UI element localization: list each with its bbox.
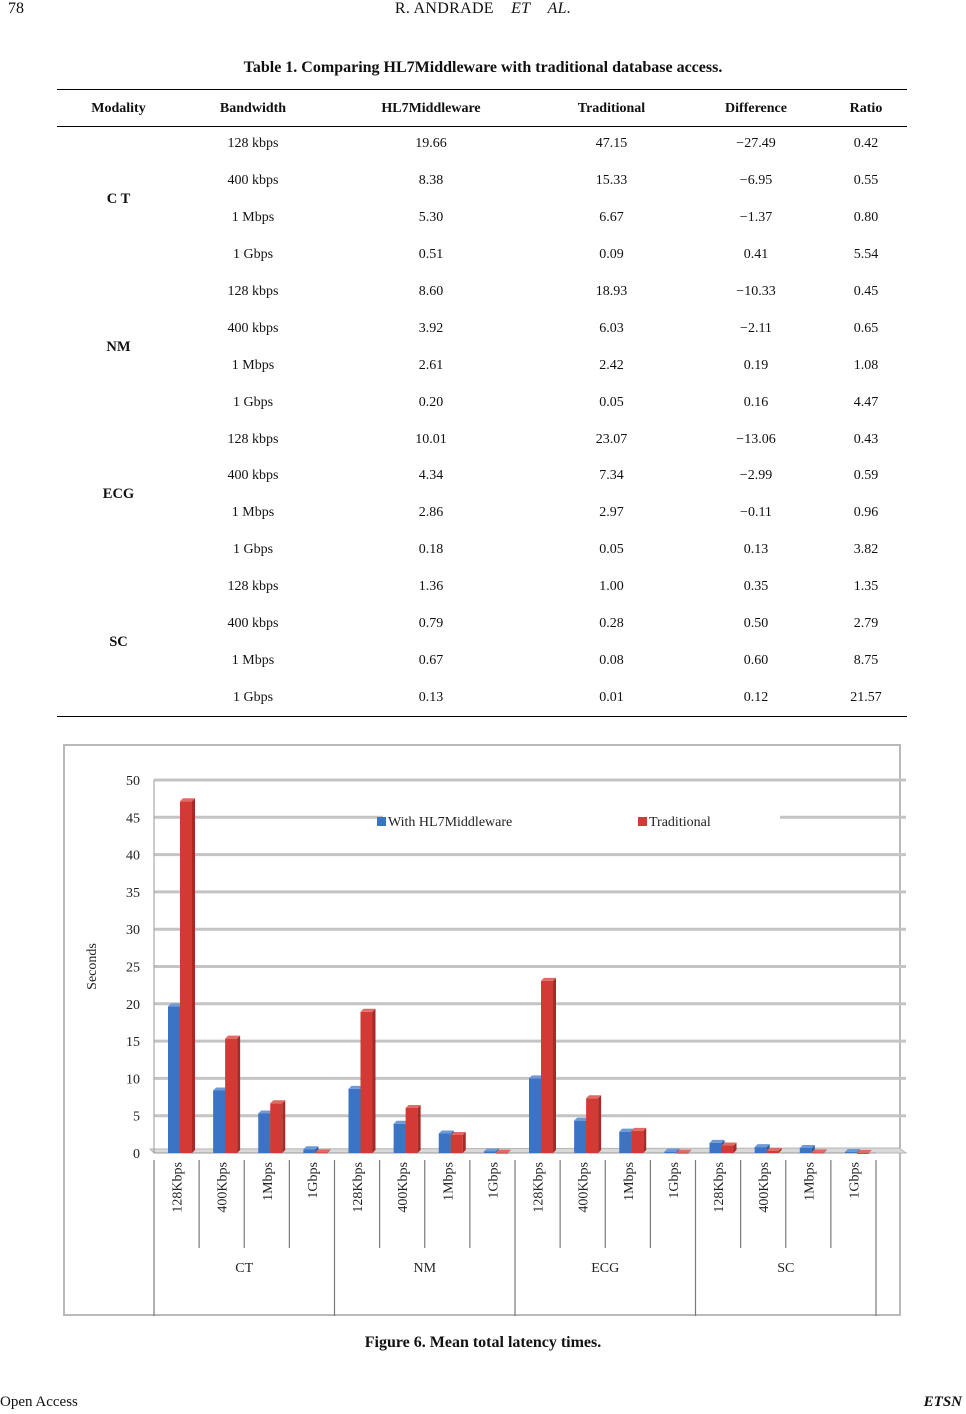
y-tick-label: 15 [126,1035,140,1051]
figure-caption: Figure 6. Mean total latency times. [364,1334,602,1351]
traditional-cell: 0.08 [599,652,624,668]
hl7-cell: 2.86 [418,505,444,521]
header-authors: R. ANDRADE [394,0,494,17]
hl7-cell: 10.01 [415,431,447,447]
difference-cell: −1.37 [739,210,773,226]
difference-cell: −10.33 [736,284,776,299]
bar-traditional [722,1146,734,1153]
hl7-cell: 1.36 [418,579,444,595]
page-number: 78 [8,0,24,17]
bar-hl7 [664,1152,676,1153]
group-label: ECG [591,1261,620,1276]
difference-cell: 0.50 [743,616,769,632]
col-header-modality: Modality [91,100,146,116]
y-tick-label: 25 [126,960,140,976]
difference-cell: 0.41 [743,247,769,263]
bar-traditional [451,1135,463,1153]
ratio-cell: 8.75 [853,652,879,668]
hl7-cell: 4.34 [418,468,444,484]
bar-side [463,1132,466,1153]
hl7-cell: 0.51 [418,247,444,263]
x-tick-label: 128Kbps [712,1162,728,1213]
legend-swatch [638,817,647,826]
bandwidth-cell: 128 kbps [227,284,279,299]
y-tick-label: 20 [126,997,140,1013]
bar-traditional [767,1151,779,1153]
bandwidth-cell: 1 Gbps [232,394,274,410]
x-tick-label: 400Kbps [396,1162,412,1213]
col-header-bandwidth: Bandwidth [219,100,287,116]
x-tick-label: 400Kbps [215,1162,231,1213]
bar-traditional [812,1152,824,1153]
hl7-cell: 0.67 [418,652,444,668]
bar-side [237,1036,240,1153]
bar-traditional [586,1098,598,1153]
bandwidth-cell: 128 kbps [227,579,279,595]
bar-hl7 [439,1134,451,1153]
y-tick-label: 45 [126,811,140,827]
x-tick-label: 400Kbps [576,1162,592,1213]
traditional-cell: 6.67 [599,210,624,226]
x-tick-label: 1Mbps [621,1162,637,1201]
col-header-difference: Difference [725,100,787,116]
traditional-cell: 6.03 [599,320,624,336]
difference-cell: −0.11 [740,505,772,521]
difference-cell: −13.06 [736,431,776,447]
bar-hl7 [755,1147,767,1153]
traditional-cell: 47.15 [595,136,628,152]
traditional-cell: 2.42 [599,357,624,373]
bandwidth-cell: 1 Mbps [231,357,275,373]
y-tick-label: 30 [126,923,140,939]
group-label: CT [235,1261,254,1276]
difference-cell: 0.60 [743,652,769,668]
bar-hl7 [484,1152,496,1153]
traditional-cell: 1.00 [599,579,624,595]
bar-hl7 [800,1148,812,1153]
hl7-cell: 0.18 [418,542,444,558]
bar-hl7 [168,1006,180,1153]
bar-side [282,1100,285,1153]
bandwidth-cell: 1 Mbps [231,210,275,226]
bar-hl7 [529,1078,541,1153]
ratio-cell: 5.54 [853,247,879,263]
hl7-cell: 5.30 [418,210,444,226]
col-header-hl7middleware: HL7Middleware [381,100,481,116]
hl7-cell: 8.60 [418,284,444,299]
x-tick-label: 1Gbps [486,1162,502,1199]
bar-traditional [270,1103,282,1153]
traditional-cell: 23.07 [595,431,628,447]
bar-side [373,1009,376,1153]
x-tick-label: 128Kbps [531,1162,547,1213]
legend-swatch [377,817,386,826]
difference-cell: 0.13 [743,542,769,558]
bar-traditional [315,1152,327,1153]
traditional-cell: 0.05 [599,394,624,410]
bar-traditional [631,1131,643,1153]
col-header-traditional: Traditional [577,100,646,116]
legend-label: Traditional [649,815,711,830]
ratio-cell: 0.96 [853,505,879,521]
bar-traditional [676,1153,688,1154]
ratio-cell: 21.57 [850,689,882,705]
bandwidth-cell: 1 Gbps [232,689,274,705]
bandwidth-cell: 128 kbps [227,136,279,152]
hl7-cell: 8.38 [418,173,444,189]
legend-label: With HL7Middleware [388,815,513,830]
hl7-cell: 0.20 [418,394,444,410]
bar-traditional [361,1012,373,1153]
x-tick-label: 400Kbps [757,1162,773,1213]
hl7-cell: 0.79 [418,616,444,632]
x-tick-label: 1Gbps [305,1162,321,1199]
bar-traditional [541,981,553,1153]
bar-side [598,1095,601,1153]
traditional-cell: 18.93 [595,284,628,299]
y-tick-label: 0 [133,1147,140,1162]
footer-journal: ETSN [923,1394,962,1410]
bar-hl7 [394,1124,406,1153]
bar-hl7 [258,1113,270,1153]
ratio-cell: 0.43 [853,431,879,447]
bandwidth-cell: 400 kbps [227,173,279,189]
bar-traditional [180,801,192,1153]
bandwidth-cell: 1 Mbps [231,505,275,521]
y-tick-label: 5 [133,1109,140,1125]
traditional-cell: 15.33 [595,173,628,189]
x-tick-label: 128Kbps [170,1162,186,1213]
bar-hl7 [710,1143,722,1153]
group-label: NM [413,1261,437,1276]
col-header-ratio: Ratio [849,100,883,116]
table-caption: Table 1. Comparing HL7Middleware with traditional database access. [243,59,723,76]
modality-cell: C T [106,191,131,208]
bar-hl7 [303,1149,315,1153]
y-axis-label: Seconds [85,943,100,990]
footer-open-access: Open Access [0,1394,78,1410]
bar-traditional [496,1153,508,1154]
ratio-cell: 0.42 [853,136,879,152]
ratio-cell: 0.80 [853,210,879,226]
x-tick-label: 1Mbps [441,1162,457,1201]
y-tick-label: 35 [126,885,140,901]
bar-hl7 [213,1090,225,1153]
ratio-cell: 0.45 [853,284,879,299]
header-et: ET [511,0,531,17]
ratio-cell: 0.65 [853,320,879,336]
bandwidth-cell: 1 Gbps [232,542,274,558]
y-tick-label: 40 [126,848,140,864]
ratio-cell: 3.82 [853,542,879,558]
difference-cell: 0.12 [743,689,769,705]
bar-traditional [225,1039,237,1153]
bar-traditional [857,1153,869,1154]
ratio-cell: 0.59 [853,468,879,484]
bar-side [643,1128,646,1153]
ratio-cell: 1.35 [853,579,879,595]
ratio-cell: 4.47 [853,394,879,410]
difference-cell: −2.99 [739,468,773,484]
bar-hl7 [349,1089,361,1153]
ratio-cell: 2.79 [853,616,879,632]
traditional-cell: 2.97 [599,505,624,521]
difference-cell: 0.35 [743,579,769,595]
bandwidth-cell: 400 kbps [227,468,279,484]
difference-cell: −6.95 [739,173,773,189]
x-tick-label: 1Gbps [666,1162,682,1199]
bandwidth-cell: 128 kbps [227,431,279,447]
traditional-cell: 0.28 [599,616,624,632]
bandwidth-cell: 1 Gbps [232,247,274,263]
bar-hl7 [574,1121,586,1153]
bar-hl7 [619,1132,631,1153]
hl7-cell: 2.61 [418,357,444,373]
ratio-cell: 0.55 [853,173,879,189]
bar-side [418,1105,421,1153]
hl7-cell: 19.66 [415,136,447,152]
x-tick-label: 1Gbps [847,1162,863,1199]
traditional-cell: 0.09 [599,247,624,263]
modality-cell: ECG [102,486,135,503]
traditional-cell: 7.34 [599,468,624,484]
x-tick-label: 1Mbps [802,1162,818,1201]
bandwidth-cell: 400 kbps [227,320,279,336]
x-tick-label: 1Mbps [260,1162,276,1201]
bandwidth-cell: 400 kbps [227,616,279,632]
hl7-cell: 0.13 [418,689,444,705]
bandwidth-cell: 1 Mbps [231,652,275,668]
header-al: AL. [547,0,572,17]
difference-cell: −27.49 [736,136,776,152]
difference-cell: −2.11 [740,320,772,336]
bar-side [553,978,556,1153]
traditional-cell: 0.05 [599,542,624,558]
group-label: SC [777,1261,795,1276]
y-tick-label: 50 [126,774,140,789]
x-tick-label: 128Kbps [351,1162,367,1213]
modality-cell: NM [106,338,131,355]
traditional-cell: 0.01 [599,689,624,705]
difference-cell: 0.19 [743,357,769,373]
bar-traditional [406,1108,418,1153]
y-tick-label: 10 [126,1072,140,1088]
bar-side [192,798,195,1153]
ratio-cell: 1.08 [853,357,879,373]
bar-hl7 [845,1152,857,1153]
modality-cell: SC [109,633,128,650]
hl7-cell: 3.92 [418,320,444,336]
difference-cell: 0.16 [743,394,769,410]
